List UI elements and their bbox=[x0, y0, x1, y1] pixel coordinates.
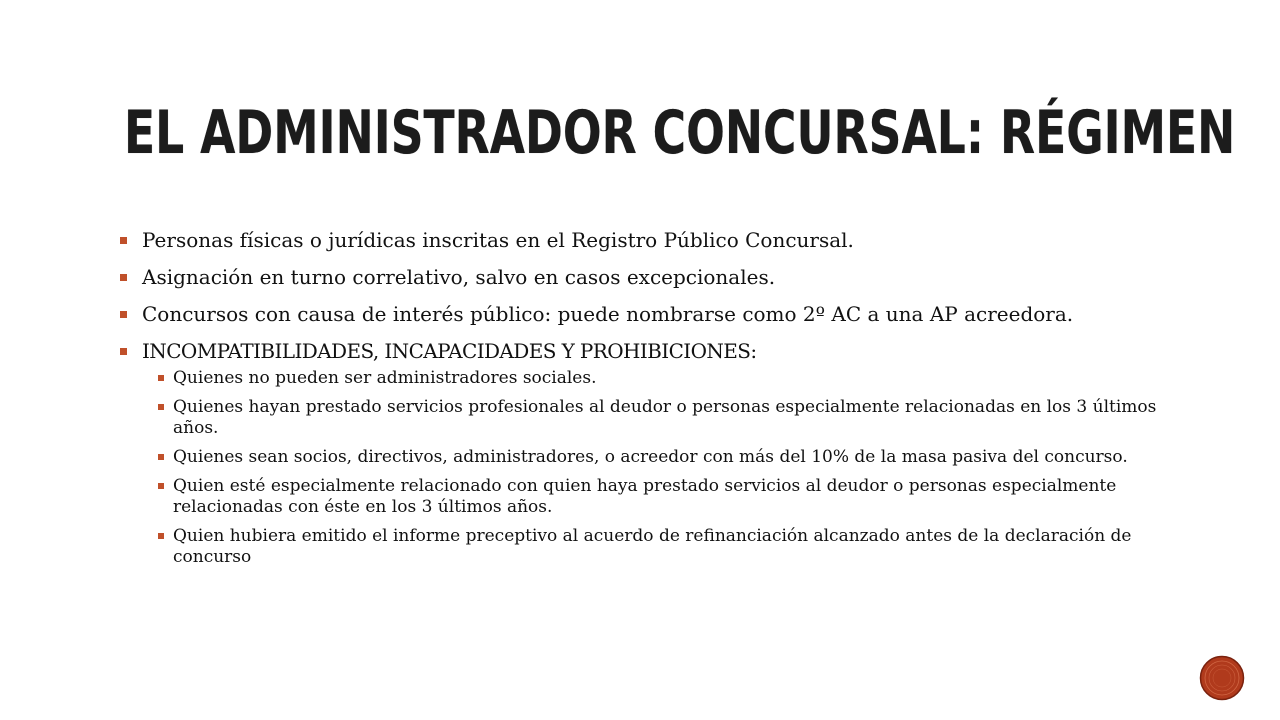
sub-bullet-text: Quienes no pueden ser administradores sociales. bbox=[173, 368, 597, 388]
square-bullet-icon bbox=[158, 454, 164, 460]
list-item bbox=[120, 265, 1200, 290]
square-bullet-icon bbox=[120, 274, 127, 281]
bullet-list bbox=[120, 228, 1200, 568]
sub-bullet-text: Quienes hayan prestado servicios profesionales al deudor o personas especialmente relacionadas en los 3 últimos años. bbox=[173, 397, 1157, 438]
square-bullet-icon bbox=[120, 311, 127, 318]
square-bullet-icon bbox=[120, 348, 127, 355]
square-bullet-icon bbox=[158, 375, 164, 381]
sub-bullet-text: Quienes sean socios, directivos, administradores, o acreedor con más del 10% de la masa pasiva del concurso. bbox=[173, 447, 1128, 467]
sub-list-item bbox=[142, 526, 1200, 568]
sub-list-item bbox=[142, 397, 1200, 439]
slide-title: EL ADMINISTRADOR CONCURSAL: RÉGIMEN bbox=[124, 98, 1236, 168]
list-item bbox=[120, 339, 1200, 568]
slide-body bbox=[120, 228, 1200, 580]
bullet-text: Personas físicas o jurídicas inscritas en el Registro Público Concursal. bbox=[142, 228, 854, 252]
sub-bullet-list bbox=[142, 368, 1200, 568]
list-item bbox=[120, 228, 1200, 253]
sub-list-item bbox=[142, 368, 1200, 389]
square-bullet-icon bbox=[120, 237, 127, 244]
sub-bullet-text: Quien hubiera emitido el informe preceptivo al acuerdo de refinanciación alcanzado antes de la declaración de concurso bbox=[173, 526, 1132, 567]
bullet-text: Concursos con causa de interés público: puede nombrarse como 2º AC a una AP acreedora. bbox=[142, 302, 1074, 326]
sub-bullet-text: Quien esté especialmente relacionado con quien haya prestado servicios al deudor o personas especialmente relacionadas con éste en los 3 últimos años. bbox=[173, 476, 1117, 517]
square-bullet-icon bbox=[158, 533, 164, 539]
sub-list-item bbox=[142, 447, 1200, 468]
square-bullet-icon bbox=[158, 404, 164, 410]
list-item bbox=[120, 302, 1200, 327]
decorative-circle-icon bbox=[1199, 655, 1245, 701]
sub-list-item bbox=[142, 476, 1200, 518]
bullet-text: INCOMPATIBILIDADES, INCAPACIDADES Y PROHIBICIONES: bbox=[142, 339, 757, 363]
square-bullet-icon bbox=[158, 483, 164, 489]
bullet-text: Asignación en turno correlativo, salvo en casos excepcionales. bbox=[142, 265, 776, 289]
